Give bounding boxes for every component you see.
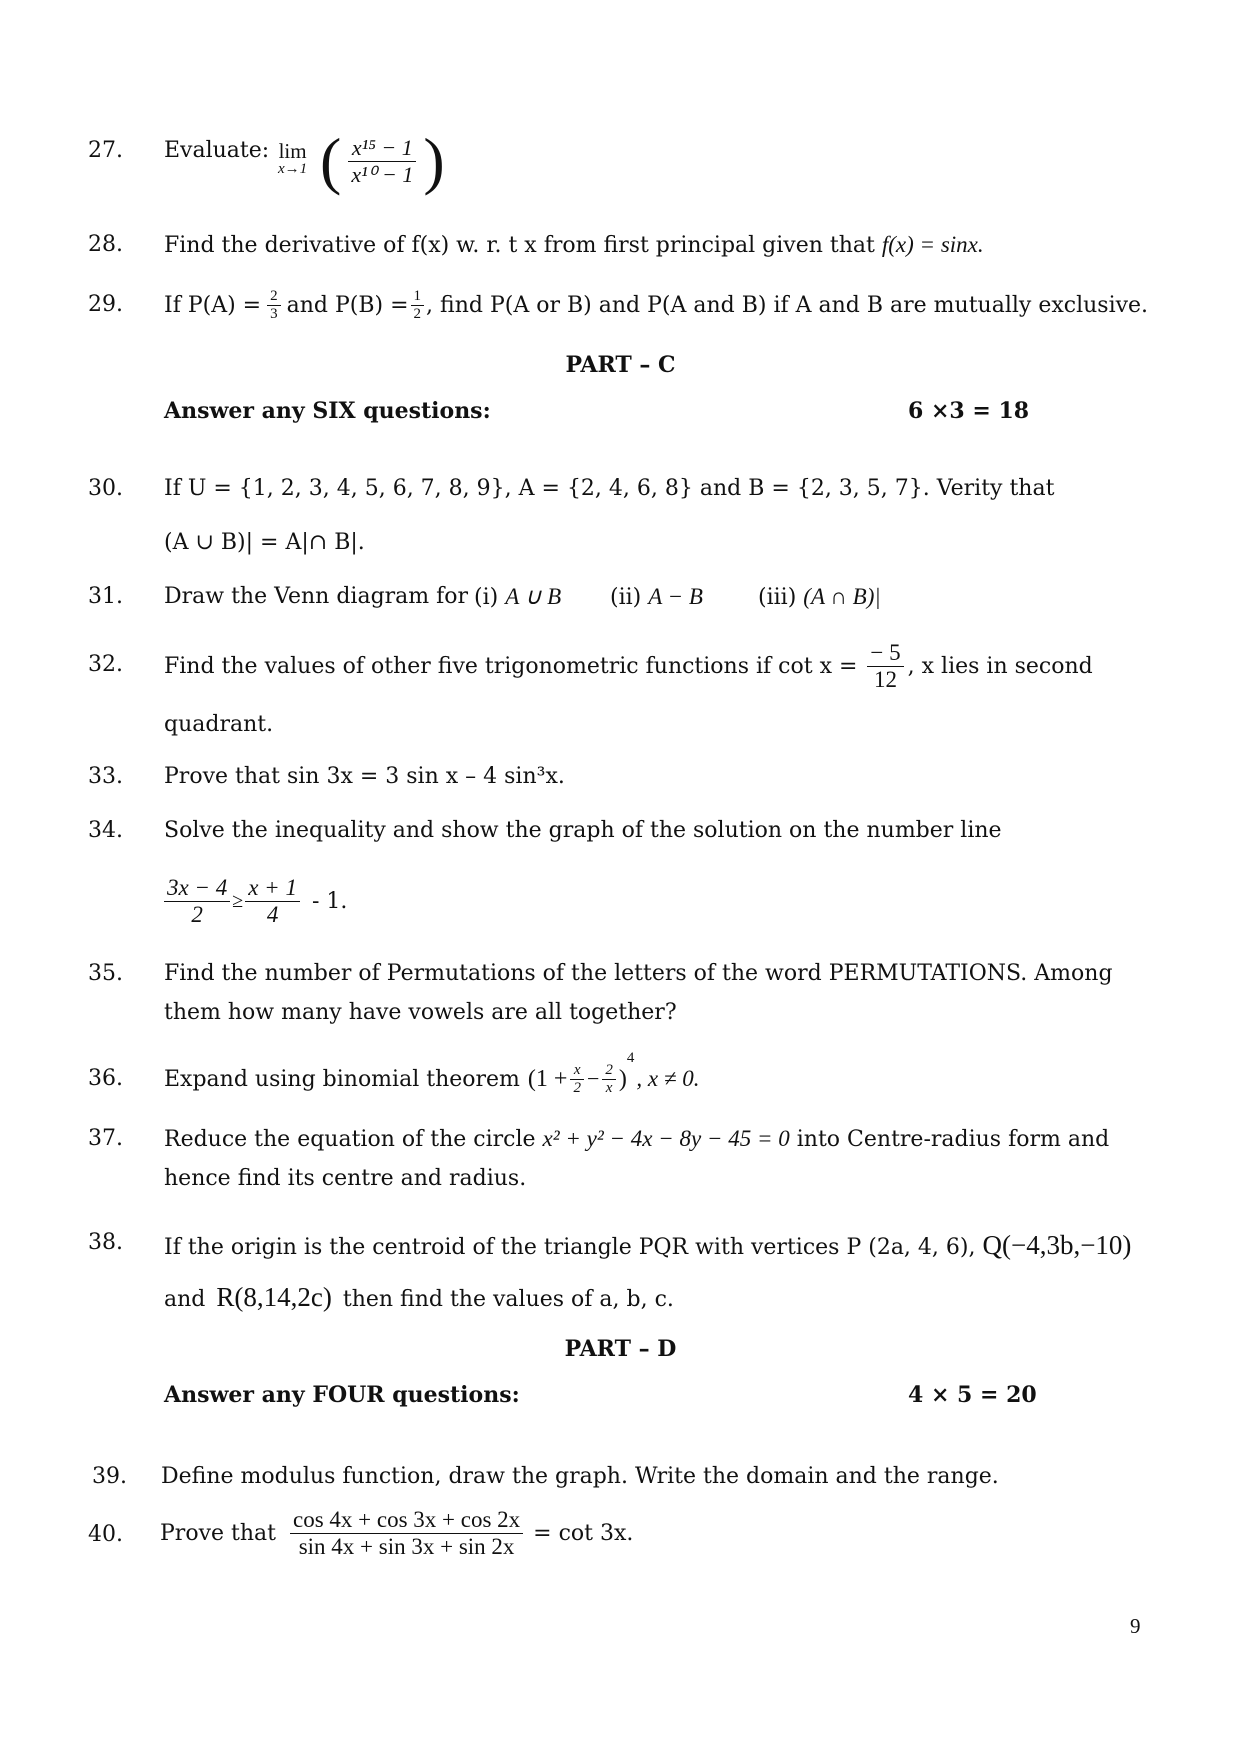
question-math: , x ≠ 0.	[636, 1066, 700, 1091]
part-d-title: PART – D	[564, 1336, 677, 1362]
question-36	[164, 1050, 699, 1108]
fraction-2-over-x	[602, 1062, 616, 1097]
venn-part-2	[610, 584, 703, 610]
fraction-numerator: cos 4x + cos 3x + cos 2x	[290, 1507, 523, 1534]
fraction-left	[164, 875, 230, 928]
trig-fraction	[290, 1507, 523, 1560]
limit-fraction	[348, 135, 416, 188]
fraction-numerator: x + 1	[245, 875, 300, 902]
fraction-denominator: 2	[573, 1079, 581, 1096]
question-number: 37.	[88, 1126, 123, 1151]
question-31-text: Draw the Venn diagram for	[164, 584, 469, 609]
question-34-inequality	[164, 870, 347, 932]
fraction-numerator: 2	[602, 1062, 616, 1080]
set-expression: (A ∩ B)|	[803, 584, 881, 609]
fraction-numerator: − 5	[867, 640, 903, 667]
question-number: 32.	[88, 652, 123, 677]
question-text: - 1.	[311, 888, 348, 914]
question-number: 34.	[88, 818, 123, 843]
part-d-marks: 4 × 5 = 20	[908, 1382, 1037, 1408]
question-number: 27.	[88, 138, 123, 163]
part-label: (i)	[474, 585, 499, 610]
fraction-p-a	[267, 288, 281, 323]
question-35-line2: them how many have vowels are all together?	[164, 1000, 677, 1025]
fraction-denominator: 4	[266, 901, 279, 927]
relation-sign: ≥	[232, 889, 244, 912]
limit-subscript: x→1	[278, 161, 308, 177]
fraction-numerator: x¹⁵ − 1	[348, 135, 416, 162]
question-30-line1: If U = {1, 2, 3, 4, 5, 6, 7, 8, 9}, A = {2, 4, 6, 8} and B = {2, 3, 5, 7}. Verity that	[164, 476, 1055, 501]
question-number: 28.	[88, 232, 123, 257]
question-29	[164, 282, 1148, 328]
part-c-instruction: Answer any SIX questions:	[164, 398, 491, 424]
fraction-denominator: 3	[270, 305, 278, 322]
question-28	[164, 232, 984, 258]
question-number: 35.	[88, 961, 123, 986]
part-c-title: PART – C	[565, 352, 676, 378]
question-text: Find the derivative of f(x) w. r. t x from first principal given that	[164, 233, 875, 258]
question-text: = cot 3x.	[533, 1520, 634, 1546]
page-number: 9	[1130, 1614, 1141, 1638]
question-number: 38.	[88, 1230, 123, 1255]
question-text: If P(A) =	[164, 292, 262, 318]
set-expression: A ∪ B	[505, 584, 562, 609]
venn-part-3	[758, 584, 881, 610]
vertex-q: Q(−4,3b,−10)	[982, 1230, 1132, 1260]
question-text: , x lies in second	[907, 653, 1093, 679]
fraction-numerator: 3x − 4	[164, 875, 230, 902]
circle-equation: x² + y² − 4x − 8y − 45 = 0	[542, 1126, 790, 1151]
question-number: 36.	[88, 1066, 123, 1091]
venn-part-1	[474, 584, 561, 610]
question-number: 39.	[92, 1464, 127, 1489]
fraction-denominator: x¹⁰ − 1	[351, 161, 414, 187]
question-text: , find P(A or B) and P(A and B) if A and B are mutually exclusive.	[426, 292, 1149, 318]
vertex-r: R(8,14,2c)	[216, 1282, 332, 1312]
fraction-cot	[867, 640, 903, 693]
fraction-denominator: 12	[874, 666, 898, 692]
fraction-numerator: 1	[411, 288, 425, 306]
question-text: into Centre-radius form and	[796, 1127, 1110, 1152]
question-text: and	[164, 1287, 206, 1312]
question-number: 29.	[88, 292, 123, 317]
expression-close: )	[618, 1065, 627, 1092]
part-c-marks: 6 ×3 = 18	[908, 398, 1030, 424]
expression-open: (1 +	[527, 1065, 568, 1092]
fraction-denominator: 2	[413, 305, 422, 322]
question-text: Reduce the equation of the circle	[164, 1127, 536, 1152]
limit-expression: ( $\frac{\text{x¹⁵ − 1}}{\text{x¹⁰ − 1}}$ )	[320, 125, 445, 196]
question-text: Prove that	[160, 1520, 276, 1546]
fraction-p-b	[411, 288, 425, 323]
fraction-x-over-2	[570, 1062, 584, 1097]
question-text: then find the values of a, b, c.	[342, 1287, 674, 1312]
question-37-line2: hence find its centre and radius.	[164, 1166, 527, 1191]
fraction-denominator: 2	[191, 901, 203, 927]
limit-operator	[278, 140, 307, 176]
question-number: 30.	[88, 476, 123, 501]
question-text: and P(B) =	[286, 292, 409, 318]
question-32	[164, 638, 1093, 694]
limit-label: lim	[278, 139, 307, 163]
question-30-line2: (A ∪ B)| = A|∩ B|.	[164, 530, 365, 555]
question-27-text: Evaluate:	[164, 138, 270, 163]
part-label: (iii)	[758, 585, 797, 610]
question-39-text: Define modulus function, draw the graph. Write the domain and the range.	[161, 1464, 999, 1489]
question-38-line2	[164, 1282, 674, 1313]
part-label: (ii)	[610, 585, 642, 610]
question-32-line2: quadrant.	[164, 712, 274, 737]
question-37-line1	[164, 1126, 1109, 1152]
question-33-text: Prove that sin 3x = 3 sin x – 4 sin³x.	[164, 764, 565, 789]
set-expression: A − B	[648, 584, 703, 609]
question-38-line1	[164, 1230, 1131, 1261]
question-40	[160, 1500, 633, 1566]
question-number: 31.	[88, 584, 123, 609]
question-text: Expand using binomial theorem	[164, 1066, 520, 1092]
fraction-numerator: x	[570, 1062, 584, 1080]
fraction-numerator: 2	[267, 288, 281, 306]
minus-sign: −	[586, 1066, 600, 1091]
question-math: f(x) = sinx.	[881, 232, 984, 257]
fraction-denominator: sin 4x + sin 3x + sin 2x	[298, 1533, 515, 1559]
question-35-line1: Find the number of Permutations of the letters of the word PERMUTATIONS. Among	[164, 961, 1113, 986]
exponent: 4	[626, 1050, 635, 1066]
fraction-right	[245, 875, 300, 928]
part-d-instruction: Answer any FOUR questions:	[164, 1382, 520, 1408]
question-text: Find the values of other five trigonometric functions if cot x =	[164, 653, 858, 679]
fraction-denominator: x	[605, 1079, 613, 1096]
question-text: If the origin is the centroid of the triangle PQR with vertices P (2a, 4, 6),	[164, 1235, 976, 1260]
question-number: 33.	[88, 764, 123, 789]
question-34-line1: Solve the inequality and show the graph of the solution on the number line	[164, 818, 1002, 843]
question-number: 40.	[88, 1522, 123, 1547]
